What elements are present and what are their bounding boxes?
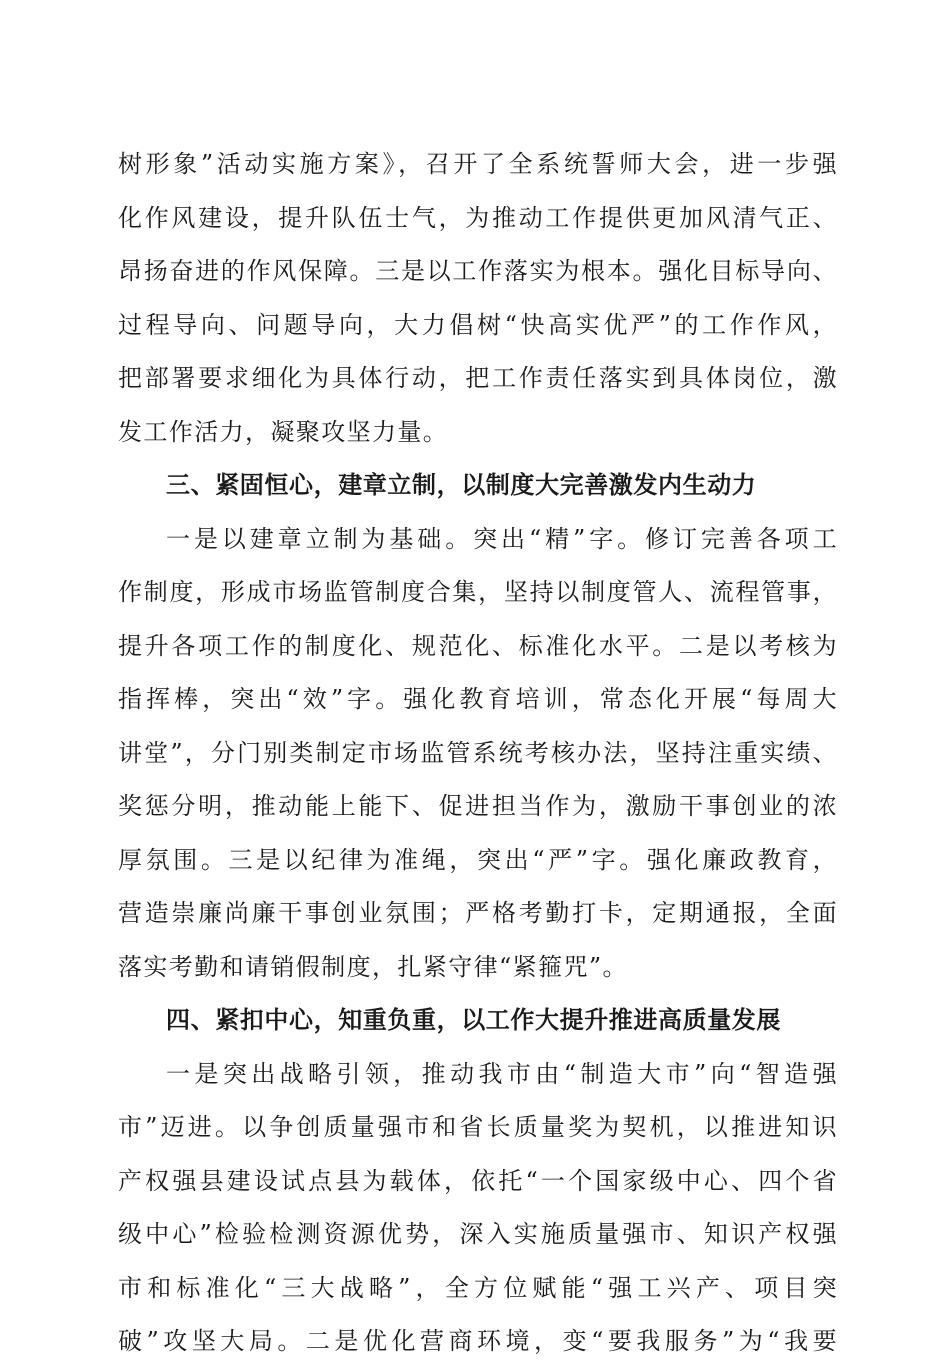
paragraph-line: 树形象”活动实施方案》，召开了全系统誓师大会，进一步强	[118, 150, 838, 178]
paragraph-line: 奖惩分明，推动能上能下、促进担当作为，激励干事创业的浓	[118, 792, 838, 820]
paragraph-line: 市和标准化“三大战略”，全方位赋能“强工兴产、项目突	[118, 1273, 838, 1302]
paragraph-line: 把部署要求细化为具体行动，把工作责任落实到具体岗位，激	[118, 364, 838, 392]
paragraph-line: 昂扬奋进的作风保障。三是以工作落实为根本。强化目标导向、	[118, 257, 838, 285]
paragraph-line: 产权强县建设试点县为载体，依托“一个国家级中心、四个省	[118, 1166, 838, 1195]
paragraph-line: 讲堂”，分门别类制定市场监管系统考核办法，坚持注重实绩、	[118, 738, 838, 767]
paragraph-line: 厚氛围。三是以纪律为准绳，突出“严”字。强化廉政教育，	[118, 845, 838, 874]
paragraph-line: 破”攻坚大局。二是优化营商环境，变“要我服务”为“我要	[118, 1327, 838, 1355]
paragraph-line: 一是以建章立制为基础。突出“精”字。修订完善各项工	[166, 524, 838, 553]
paragraph-line: 提升各项工作的制度化、规范化、标准化水平。二是以考核为	[118, 631, 838, 660]
section-heading-4: 四、紧扣中心，知重负重，以工作大提升推进高质量发展	[166, 1006, 781, 1034]
paragraph-line: 营造崇廉尚廉干事创业氛围；严格考勤打卡，定期通报，全面	[118, 899, 838, 927]
paragraph-line: 过程导向、问题导向，大力倡树“快高实优严”的工作作风，	[118, 310, 838, 339]
paragraph-line: 一是突出战略引领，推动我市由“制造大市”向“智造强	[166, 1059, 838, 1088]
paragraph-line: 作制度，形成市场监管制度合集，坚持以制度管人、流程管事，	[118, 578, 838, 606]
paragraph-line: 化作风建设，提升队伍士气，为推动工作提供更加风清气正、	[118, 203, 838, 232]
paragraph-line: 发工作活力，凝聚攻坚力量。	[118, 417, 449, 446]
paragraph-line: 落实考勤和请销假制度，扎紧守律“紧箍咒”。	[118, 952, 628, 981]
paragraph-line: 市”迈进。以争创质量强市和省长质量奖为契机，以推进知识	[118, 1113, 838, 1141]
paragraph-line: 指挥棒，突出“效”字。强化教育培训，常态化开展“每周大	[118, 685, 838, 713]
paragraph-line: 级中心”检验检测资源优势，深入实施质量强市、知识产权强	[118, 1220, 838, 1248]
section-heading-3: 三、紧固恒心，建章立制，以制度大完善激发内生动力	[166, 471, 757, 499]
